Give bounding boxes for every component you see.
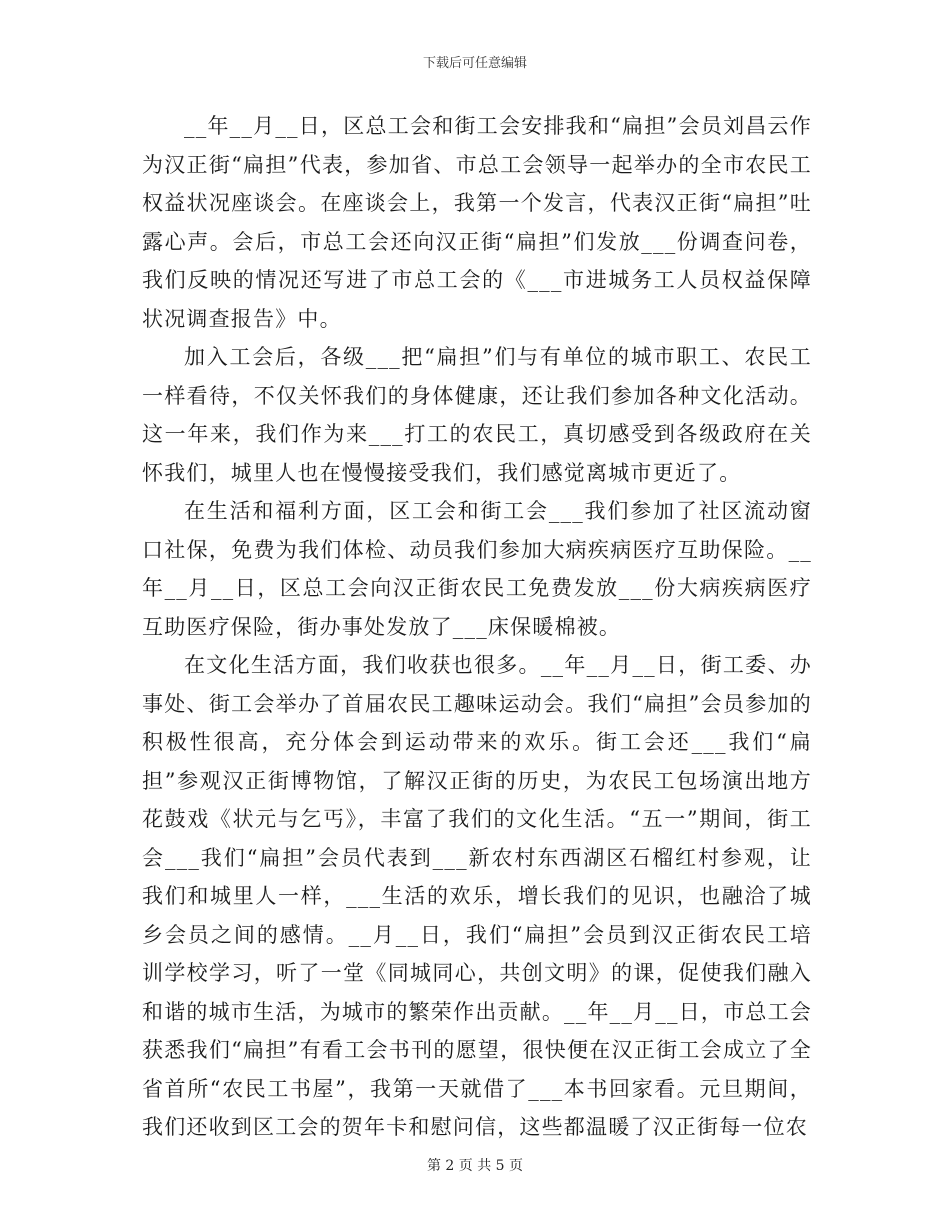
document-body [142,107,812,1147]
paragraph-3: 在生活和福利方面，区工会和街工会___我们参加了社区流动窗口社保，免费为我们体检、动员我们参加大病疾病医疗互助保险。__年__月__日，区总工会向汉正街农民工免费发放___份大病疾病医疗互助医疗保险，街办事处发放了___床保暖棉被。 [142,499,812,639]
page-header-note: 下载后可任意编辑 [422,56,527,71]
paragraph-2: 加入工会后，各级___把“扁担”们与有单位的城市职工、农民工一样看待，不仅关怀我们的身体健康，还让我们参加各种文化活动。这一年来，我们作为来___打工的农民工，真切感受到各级政府在关怀我们，城里人也在慢慢接受我们，我们感觉离城市更近了。 [142,345,812,485]
page-number: 第 2 页 共 5 页 [426,1158,524,1174]
paragraph-4: 在文化生活方面，我们收获也很多。__年__月__日，街工委、办事处、街工会举办了首届农民工趣味运动会。我们“扁担”会员参加的积极性很高，充分体会到运动带来的欢乐。街工会还___我们“扁担”参观汉正街博物馆，了解汉正街的历史，为农民工包场演出地方花鼓戏《状元与乞丐》，丰富了我们的文化生活。“五一”期间，街工会___我们“扁担”会员代表到___新农村东西湖区石榴红村参观，让我们和城里人一样，___生活的欢乐，增长我们的见识，也融洽了城乡会员之间的感情。__月__日，我们“扁担”会员到汉正街农民工培训学校学习，听了一堂《同城同心，共创文明》的课，促使我们融入和谐的城市生活，为城市的繁荣作出贡献。__年__月__日，市总工会获悉我们“扁担”有看工会书刊的愿望，很快便在汉正街工会成立了全省首所“农民工书屋”，我第一天就借了___本书回家看。元旦期间，我们还收到区工会的贺年卡和慰问信，这些都温暖了汉正街每一位农 [142,653,812,1139]
paragraph-1: __年__月__日，区总工会和街工会安排我和“扁担”会员刘昌云作为汉正街“扁担”代表，参加省、市总工会领导一起举办的全市农民工权益状况座谈会。在座谈会上，我第一个发言，代表汉正街“扁担”吐露心声。会后，市总工会还向汉正街“扁担”们发放___份调查问卷，我们反映的情况还写进了市总工会的《___市进城务工人员权益保障状况调查报告》中。 [142,114,812,331]
